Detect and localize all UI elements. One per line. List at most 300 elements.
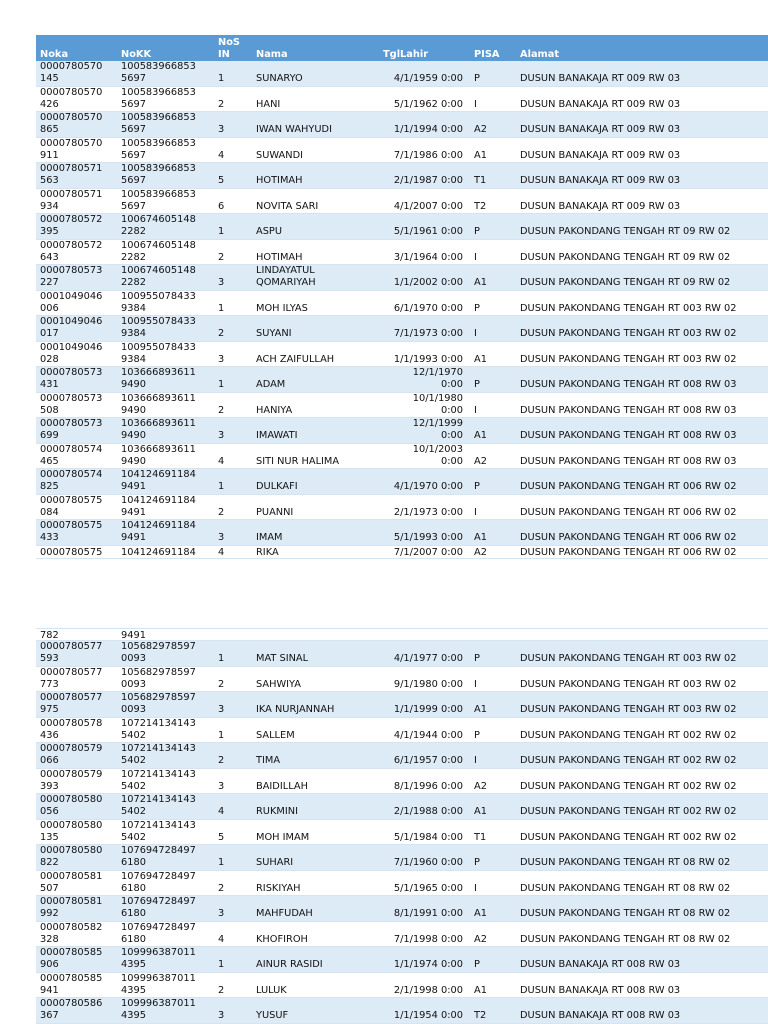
table-row bbox=[36, 291, 768, 317]
table-row bbox=[36, 163, 768, 189]
cell-noka-cont: 395 bbox=[40, 226, 59, 237]
cell-pisa: I bbox=[474, 404, 477, 416]
cell-nokk-cont: 0093 bbox=[121, 678, 146, 690]
cell-nama: IMAM bbox=[256, 532, 283, 543]
cell-tgllahir: 0:00 bbox=[441, 379, 463, 390]
cell-nos: 1 bbox=[218, 73, 225, 84]
cell-nos: 2 bbox=[218, 251, 225, 263]
cell-tgllahir: 2/1/1998 0:00 bbox=[393, 984, 463, 996]
cell-noka: 0000780577 bbox=[40, 666, 103, 678]
cell-nos: 3 bbox=[218, 908, 225, 919]
cell-nokk: 107694728497 bbox=[121, 896, 196, 907]
cell-nos: 5 bbox=[218, 175, 225, 186]
cell-pisa: A1 bbox=[474, 532, 487, 543]
cell-nokk: 107214134143 bbox=[121, 794, 196, 805]
cell-noka-cont: 563 bbox=[40, 175, 59, 186]
cell-nokk: 104124691184 bbox=[121, 469, 196, 480]
cell-pisa: A2 bbox=[474, 546, 487, 558]
cell-nokk: 9491 bbox=[121, 630, 146, 641]
cell-nama: SALLEM bbox=[256, 729, 295, 741]
cell-alamat: DUSUN PAKONDANG TENGAH RT 08 RW 02 bbox=[520, 857, 731, 868]
cell-alamat: DUSUN PAKONDANG TENGAH RT 003 RW 02 bbox=[520, 328, 737, 339]
cell-nama: RUKMINI bbox=[256, 806, 298, 817]
cell-noka-cont: 328 bbox=[40, 933, 59, 945]
cell-nokk: 109996387011 bbox=[121, 947, 196, 958]
page-break-divider bbox=[36, 628, 768, 629]
cell-noka-cont: 465 bbox=[40, 455, 59, 467]
cell-nokk: 103666893611 bbox=[121, 367, 196, 378]
cell-nokk-cont: 9384 bbox=[121, 328, 146, 339]
cell-nama: SITI NUR HALIMA bbox=[256, 455, 340, 467]
cell-noka: 0000780570 bbox=[40, 137, 103, 149]
cell-noka: 0000780575 bbox=[40, 546, 103, 558]
cell-noka-cont: 227 bbox=[40, 277, 59, 288]
cell-noka-cont: 084 bbox=[40, 506, 59, 518]
table-row bbox=[36, 418, 768, 444]
cell-nokk-cont: 6180 bbox=[121, 908, 146, 919]
cell-nokk: 107214134143 bbox=[121, 768, 196, 780]
cell-noka: 0000780581 bbox=[40, 896, 103, 907]
cell-pisa: I bbox=[474, 506, 477, 518]
cell-nokk-cont: 2282 bbox=[121, 251, 146, 263]
table-row bbox=[36, 265, 768, 291]
cell-nos: 2 bbox=[218, 328, 225, 339]
cell-pisa: A2 bbox=[474, 455, 487, 467]
cell-tgllahir: 7/1/1973 0:00 bbox=[393, 328, 463, 339]
cell-nama: IMAWATI bbox=[256, 430, 298, 441]
table-header bbox=[36, 35, 768, 61]
cell-pisa: A2 bbox=[474, 933, 487, 945]
cell-nos: 2 bbox=[218, 984, 225, 996]
cell-tgllahir-line1: 10/1/2003 bbox=[412, 443, 463, 455]
cell-alamat: DUSUN PAKONDANG TENGAH RT 006 RW 02 bbox=[520, 532, 737, 543]
cell-noka-cont: 006 bbox=[40, 302, 59, 314]
cell-pisa: A1 bbox=[474, 353, 487, 365]
cell-nama: SUYANI bbox=[256, 328, 292, 339]
cell-nokk-cont: 5402 bbox=[121, 780, 146, 792]
cell-tgllahir: 2/1/1987 0:00 bbox=[393, 175, 463, 186]
cell-noka-cont: 426 bbox=[40, 98, 59, 110]
table-row bbox=[36, 998, 768, 1024]
cell-tgllahir: 5/1/1984 0:00 bbox=[393, 831, 463, 843]
header-noka: Noka bbox=[40, 49, 69, 60]
cell-nokk-cont: 5402 bbox=[121, 755, 146, 766]
cell-nama: RISKIYAH bbox=[256, 882, 301, 894]
table-row bbox=[36, 794, 768, 820]
cell-tgllahir: 0:00 bbox=[441, 430, 463, 441]
cell-tgllahir: 4/1/1959 0:00 bbox=[393, 73, 463, 84]
cell-nokk: 109996387011 bbox=[121, 972, 196, 984]
table-row bbox=[36, 495, 768, 521]
cell-nama: IKA NURJANNAH bbox=[256, 704, 335, 715]
cell-nama: RIKA bbox=[256, 546, 279, 558]
cell-pisa: A1 bbox=[474, 149, 487, 161]
cell-pisa: T2 bbox=[474, 1010, 487, 1021]
cell-pisa: P bbox=[474, 857, 480, 868]
table-row bbox=[36, 469, 768, 495]
cell-alamat: DUSUN PAKONDANG TENGAH RT 003 RW 02 bbox=[520, 653, 737, 664]
cell-nokk-cont: 5697 bbox=[121, 175, 146, 186]
cell-nama: SUHARI bbox=[256, 857, 294, 868]
cell-noka-cont: 906 bbox=[40, 959, 59, 970]
cell-nos: 2 bbox=[218, 506, 225, 518]
cell-nama: HANIYA bbox=[256, 404, 293, 416]
table-row bbox=[36, 922, 768, 948]
cell-pisa: I bbox=[474, 678, 477, 690]
cell-pisa: A1 bbox=[474, 806, 487, 817]
cell-nos: 3 bbox=[218, 532, 225, 543]
cell-alamat: DUSUN PAKONDANG TENGAH RT 002 RW 02 bbox=[520, 729, 737, 741]
cell-nama: MAHFUDAH bbox=[256, 908, 313, 919]
cell-pisa: P bbox=[474, 302, 480, 314]
cell-alamat: DUSUN PAKONDANG TENGAH RT 008 RW 03 bbox=[520, 404, 737, 416]
cell-pisa: P bbox=[474, 653, 480, 664]
table-row bbox=[36, 845, 768, 871]
cell-nama: QOMARIYAH bbox=[256, 277, 316, 288]
cell-noka-cont: 017 bbox=[40, 328, 59, 339]
cell-noka-cont: 028 bbox=[40, 353, 59, 365]
cell-nokk-cont: 5697 bbox=[121, 73, 146, 84]
cell-nokk: 100583966853 bbox=[121, 86, 196, 98]
table-row bbox=[36, 189, 768, 215]
cell-tgllahir: 1/1/1994 0:00 bbox=[393, 124, 463, 135]
cell-nokk-cont: 5697 bbox=[121, 200, 146, 212]
cell-alamat: DUSUN BANAKAJA RT 008 RW 03 bbox=[520, 1010, 681, 1021]
cell-noka: 0000780573 bbox=[40, 392, 103, 404]
cell-tgllahir: 1/1/1974 0:00 bbox=[393, 959, 463, 970]
cell-alamat: DUSUN PAKONDANG TENGAH RT 08 RW 02 bbox=[520, 908, 731, 919]
cell-nos: 1 bbox=[218, 226, 225, 237]
cell-alamat: DUSUN BANAKAJA RT 009 RW 03 bbox=[520, 73, 681, 84]
cell-pisa: P bbox=[474, 729, 480, 741]
cell-alamat: DUSUN PAKONDANG TENGAH RT 09 RW 02 bbox=[520, 226, 731, 237]
cell-noka: 0000780570 bbox=[40, 86, 103, 98]
cell-nokk-cont: 9491 bbox=[121, 481, 146, 492]
cell-nos: 1 bbox=[218, 729, 225, 741]
table-row bbox=[36, 871, 768, 897]
header-alamat: Alamat bbox=[520, 49, 560, 60]
header-nama: Nama bbox=[256, 49, 288, 60]
cell-tgllahir: 8/1/1996 0:00 bbox=[393, 780, 463, 792]
cell-pisa: P bbox=[474, 379, 480, 390]
member-table-page-2 bbox=[36, 629, 768, 1024]
cell-noka: 0000780577 bbox=[40, 641, 103, 652]
table-row bbox=[36, 87, 768, 113]
cell-noka: 0000780574 bbox=[40, 443, 103, 455]
cell-noka: 0000780572 bbox=[40, 214, 103, 225]
cell-alamat: DUSUN PAKONDANG TENGAH RT 002 RW 02 bbox=[520, 831, 737, 843]
table-row bbox=[36, 240, 768, 266]
cell-noka: 0000780573 bbox=[40, 265, 103, 276]
cell-nokk: 100583966853 bbox=[121, 188, 196, 200]
cell-noka-cont: 934 bbox=[40, 200, 59, 212]
cell-noka-cont: 865 bbox=[40, 124, 59, 135]
cell-noka-cont: 773 bbox=[40, 678, 59, 690]
table-row bbox=[36, 692, 768, 718]
cell-nos: 4 bbox=[218, 455, 225, 467]
cell-tgllahir: 0:00 bbox=[441, 455, 463, 467]
cell-tgllahir: 1/1/2002 0:00 bbox=[393, 277, 463, 288]
cell-tgllahir-line1: 12/1/1970 bbox=[412, 367, 463, 378]
cell-alamat: DUSUN BANAKAJA RT 009 RW 03 bbox=[520, 175, 681, 186]
cell-tgllahir: 3/1/1964 0:00 bbox=[393, 251, 463, 263]
cell-nokk: 100583966853 bbox=[121, 112, 196, 123]
cell-nos: 2 bbox=[218, 755, 225, 766]
cell-nos: 2 bbox=[218, 882, 225, 894]
cell-nokk: 107214134143 bbox=[121, 743, 196, 754]
cell-nokk: 100955078433 bbox=[121, 290, 196, 302]
cell-nama: ADAM bbox=[256, 379, 286, 390]
cell-noka: 0000780585 bbox=[40, 947, 103, 958]
cell-nokk: 107214134143 bbox=[121, 717, 196, 729]
cell-nos: 1 bbox=[218, 857, 225, 868]
cell-alamat: DUSUN PAKONDANG TENGAH RT 008 RW 03 bbox=[520, 455, 737, 467]
cell-nokk: 104124691184 bbox=[121, 546, 196, 558]
table-row bbox=[36, 769, 768, 795]
cell-nokk: 109996387011 bbox=[121, 998, 196, 1009]
cell-pisa: A2 bbox=[474, 124, 487, 135]
cell-noka: 0000780580 bbox=[40, 819, 103, 831]
cell-nama: HANI bbox=[256, 98, 281, 110]
cell-noka: 0000780571 bbox=[40, 188, 103, 200]
cell-alamat: DUSUN PAKONDANG TENGAH RT 008 RW 03 bbox=[520, 430, 737, 441]
cell-tgllahir: 5/1/1962 0:00 bbox=[393, 98, 463, 110]
cell-nama: KHOFIROH bbox=[256, 933, 308, 945]
cell-tgllahir: 1/1/1954 0:00 bbox=[393, 1010, 463, 1021]
cell-nokk-cont: 5697 bbox=[121, 98, 146, 110]
cell-nos: 3 bbox=[218, 124, 225, 135]
cell-noka: 782 bbox=[40, 630, 59, 641]
cell-nokk-cont: 9490 bbox=[121, 379, 146, 390]
cell-noka-cont: 145 bbox=[40, 73, 59, 84]
cell-noka: 0000780585 bbox=[40, 972, 103, 984]
cell-nokk: 100583966853 bbox=[121, 137, 196, 149]
cell-noka: 0000780570 bbox=[40, 61, 103, 72]
cell-nos: 1 bbox=[218, 379, 225, 390]
cell-noka-cont: 643 bbox=[40, 251, 59, 263]
cell-nama: AINUR RASIDI bbox=[256, 959, 323, 970]
cell-alamat: DUSUN PAKONDANG TENGAH RT 002 RW 02 bbox=[520, 780, 737, 792]
cell-nos: 4 bbox=[218, 546, 225, 558]
table-row bbox=[36, 820, 768, 846]
cell-nokk: 104124691184 bbox=[121, 520, 196, 531]
cell-nama: PUANNI bbox=[256, 506, 294, 518]
cell-noka-cont: 975 bbox=[40, 704, 59, 715]
cell-noka-cont: 431 bbox=[40, 379, 59, 390]
cell-alamat: DUSUN PAKONDANG TENGAH RT 08 RW 02 bbox=[520, 933, 731, 945]
cell-nos: 3 bbox=[218, 353, 225, 365]
cell-noka-cont: 056 bbox=[40, 806, 59, 817]
cell-noka: 0000780581 bbox=[40, 870, 103, 882]
cell-nokk-cont: 5697 bbox=[121, 124, 146, 135]
cell-nokk-cont: 9490 bbox=[121, 430, 146, 441]
table-row bbox=[36, 973, 768, 999]
cell-nokk-cont: 2282 bbox=[121, 226, 146, 237]
cell-tgllahir: 4/1/1970 0:00 bbox=[393, 481, 463, 492]
cell-nokk: 105682978597 bbox=[121, 641, 196, 652]
cell-nos: 3 bbox=[218, 704, 225, 715]
cell-tgllahir-line1: 10/1/1980 bbox=[412, 392, 463, 404]
cell-noka: 0000780582 bbox=[40, 921, 103, 933]
cell-nos: 2 bbox=[218, 98, 225, 110]
cell-pisa: I bbox=[474, 755, 477, 766]
table-row bbox=[36, 743, 768, 769]
cell-tgllahir: 8/1/1991 0:00 bbox=[393, 908, 463, 919]
cell-nokk: 107694728497 bbox=[121, 921, 196, 933]
cell-noka-cont: 941 bbox=[40, 984, 59, 996]
cell-alamat: DUSUN BANAKAJA RT 009 RW 03 bbox=[520, 98, 681, 110]
cell-nokk-cont: 0093 bbox=[121, 704, 146, 715]
cell-nama: YUSUF bbox=[256, 1010, 289, 1021]
cell-alamat: DUSUN BANAKAJA RT 009 RW 03 bbox=[520, 200, 681, 212]
header-tgllahir: TglLahir bbox=[383, 49, 429, 60]
cell-nos: 3 bbox=[218, 780, 225, 792]
cell-tgllahir: 0:00 bbox=[441, 404, 463, 416]
cell-tgllahir: 6/1/1970 0:00 bbox=[393, 302, 463, 314]
cell-nos: 1 bbox=[218, 302, 225, 314]
cell-noka-cont: 433 bbox=[40, 532, 59, 543]
header-nokk: NoKK bbox=[121, 49, 152, 60]
cell-noka-cont: 822 bbox=[40, 857, 59, 868]
cell-pisa: P bbox=[474, 959, 480, 970]
cell-noka-cont: 508 bbox=[40, 404, 59, 416]
cell-noka: 0000780577 bbox=[40, 692, 103, 703]
cell-alamat: DUSUN PAKONDANG TENGAH RT 006 RW 02 bbox=[520, 481, 737, 492]
cell-noka: 0000780571 bbox=[40, 163, 103, 174]
cell-nama: IWAN WAHYUDI bbox=[256, 124, 332, 135]
cell-nokk-cont: 6180 bbox=[121, 882, 146, 894]
cell-nokk: 100674605148 bbox=[121, 214, 196, 225]
table-row bbox=[36, 342, 768, 368]
cell-pisa: T1 bbox=[474, 175, 487, 186]
cell-noka: 0000780573 bbox=[40, 367, 103, 378]
cell-nos: 3 bbox=[218, 1010, 225, 1021]
cell-tgllahir: 2/1/1973 0:00 bbox=[393, 506, 463, 518]
cell-nokk-cont: 0093 bbox=[121, 653, 146, 664]
cell-nokk-cont: 6180 bbox=[121, 933, 146, 945]
cell-noka: 0000780586 bbox=[40, 998, 103, 1009]
cell-nokk-cont: 4395 bbox=[121, 959, 146, 970]
cell-nos: 4 bbox=[218, 806, 225, 817]
cell-tgllahir: 7/1/1998 0:00 bbox=[393, 933, 463, 945]
cell-pisa: P bbox=[474, 73, 480, 84]
cell-nokk: 103666893611 bbox=[121, 392, 196, 404]
cell-pisa: P bbox=[474, 226, 480, 237]
table-row bbox=[36, 718, 768, 744]
table-row bbox=[36, 316, 768, 342]
cell-nokk: 100674605148 bbox=[121, 265, 196, 276]
cell-nokk: 103666893611 bbox=[121, 418, 196, 429]
cell-noka: 0001049046 bbox=[40, 341, 103, 353]
cell-tgllahir: 4/1/2007 0:00 bbox=[393, 200, 463, 212]
cell-alamat: DUSUN PAKONDANG TENGAH RT 08 RW 02 bbox=[520, 882, 731, 894]
table-row bbox=[36, 138, 768, 164]
cell-nama: BAIDILLAH bbox=[256, 780, 308, 792]
table-row bbox=[36, 947, 768, 973]
cell-nos: 1 bbox=[218, 959, 225, 970]
cell-nos: 2 bbox=[218, 404, 225, 416]
cell-nokk-cont: 9384 bbox=[121, 353, 146, 365]
cell-alamat: DUSUN PAKONDANG TENGAH RT 006 RW 02 bbox=[520, 546, 737, 558]
cell-nokk-cont: 5402 bbox=[121, 831, 146, 843]
table-row bbox=[36, 896, 768, 922]
cell-noka-cont: 593 bbox=[40, 653, 59, 664]
cell-pisa: I bbox=[474, 98, 477, 110]
table-row bbox=[36, 214, 768, 240]
cell-tgllahir: 7/1/2007 0:00 bbox=[393, 546, 463, 558]
cell-pisa: I bbox=[474, 251, 477, 263]
cell-alamat: DUSUN PAKONDANG TENGAH RT 003 RW 02 bbox=[520, 678, 737, 690]
cell-noka: 0000780575 bbox=[40, 520, 103, 531]
cell-noka: 0000780579 bbox=[40, 743, 103, 754]
cell-tgllahir: 2/1/1988 0:00 bbox=[393, 806, 463, 817]
cell-nama: LULUK bbox=[256, 984, 287, 996]
cell-nos: 3 bbox=[218, 277, 225, 288]
cell-alamat: DUSUN BANAKAJA RT 008 RW 03 bbox=[520, 984, 681, 996]
cell-pisa: A2 bbox=[474, 780, 487, 792]
cell-nos: 1 bbox=[218, 481, 225, 492]
cell-nokk-cont: 6180 bbox=[121, 857, 146, 868]
cell-nokk: 100955078433 bbox=[121, 316, 196, 327]
cell-noka-cont: 135 bbox=[40, 831, 59, 843]
cell-pisa: A1 bbox=[474, 984, 487, 996]
cell-alamat: DUSUN PAKONDANG TENGAH RT 09 RW 02 bbox=[520, 251, 731, 263]
cell-noka: 0001049046 bbox=[40, 290, 103, 302]
cell-alamat: DUSUN PAKONDANG TENGAH RT 006 RW 02 bbox=[520, 506, 737, 518]
cell-noka: 0000780572 bbox=[40, 239, 103, 251]
cell-noka-cont: 825 bbox=[40, 481, 59, 492]
cell-nokk-cont: 9384 bbox=[121, 302, 146, 314]
cell-noka-cont: 436 bbox=[40, 729, 59, 741]
cell-nama: MOH ILYAS bbox=[256, 302, 308, 314]
cell-noka-cont: 367 bbox=[40, 1010, 59, 1021]
cell-nama: HOTIMAH bbox=[256, 251, 303, 263]
cell-nokk-cont: 9491 bbox=[121, 506, 146, 518]
header-nos-bottom: IN bbox=[218, 49, 230, 60]
cell-nama-line1: LINDAYATUL bbox=[256, 265, 315, 276]
cell-noka: 0000780574 bbox=[40, 469, 103, 480]
cell-pisa: I bbox=[474, 328, 477, 339]
cell-pisa: A1 bbox=[474, 908, 487, 919]
cell-noka: 0000780570 bbox=[40, 112, 103, 123]
cell-noka-cont: 992 bbox=[40, 908, 59, 919]
cell-nama: ACH ZAIFULLAH bbox=[256, 353, 335, 365]
cell-nokk-cont: 9490 bbox=[121, 455, 146, 467]
cell-nokk-cont: 2282 bbox=[121, 277, 146, 288]
cell-nokk-cont: 5697 bbox=[121, 149, 146, 161]
cell-nokk: 100674605148 bbox=[121, 239, 196, 251]
cell-tgllahir: 7/1/1986 0:00 bbox=[393, 149, 463, 161]
cell-nama: MAT SINAL bbox=[256, 653, 309, 664]
table-row bbox=[36, 667, 768, 693]
cell-nokk: 105682978597 bbox=[121, 666, 196, 678]
cell-nokk-cont: 9490 bbox=[121, 404, 146, 416]
cell-alamat: DUSUN PAKONDANG TENGAH RT 008 RW 03 bbox=[520, 379, 737, 390]
cell-tgllahir: 5/1/1993 0:00 bbox=[393, 532, 463, 543]
cell-nokk-cont: 9491 bbox=[121, 532, 146, 543]
cell-nokk-cont: 4395 bbox=[121, 1010, 146, 1021]
cell-alamat: DUSUN BANAKAJA RT 009 RW 03 bbox=[520, 149, 681, 161]
cell-noka-cont: 911 bbox=[40, 149, 59, 161]
cell-tgllahir: 5/1/1965 0:00 bbox=[393, 882, 463, 894]
cell-nokk: 100955078433 bbox=[121, 341, 196, 353]
cell-noka-cont: 507 bbox=[40, 882, 59, 894]
cell-alamat: DUSUN PAKONDANG TENGAH RT 003 RW 02 bbox=[520, 353, 737, 365]
cell-noka: 0000780580 bbox=[40, 794, 103, 805]
cell-nos: 1 bbox=[218, 653, 225, 664]
cell-noka: 0000780573 bbox=[40, 418, 103, 429]
table-row bbox=[36, 444, 768, 470]
